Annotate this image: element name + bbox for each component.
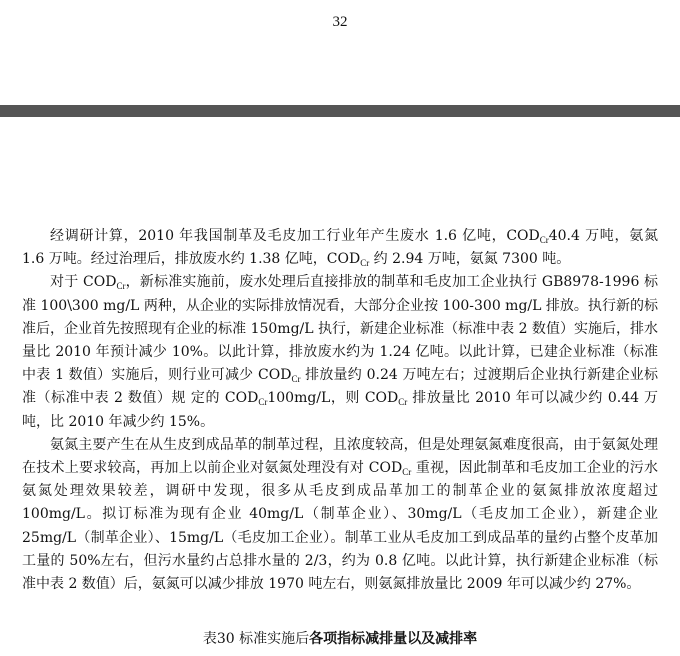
table-caption [0, 629, 680, 649]
subscript-cr: Cr [398, 397, 408, 408]
subscript-cr: Cr [360, 258, 370, 269]
paragraph-text: ，新标准实施前，废水处理后直接排放的制革和毛皮加工企业执行 GB8978-1996 标准 100\300 mg/L 两种，从企业的实际排放情况看，大部分企业按 100-300 mg/L 排放。执行新的标准后，企业首先按照现有企业的标准 150mg/L 执行，新建企业标准（标准中表 2 数值）实施后，排水量比 2010 年预计减少 10%。以此计算，排放废水约为 1.24 亿吨。以此计算，已建企业标准（标准中表 1 数值）实施后，则行业可减少 COD [22, 274, 658, 384]
subscript-cr: Cr [291, 374, 301, 385]
paragraph-text: 氨氮主要产生在从生皮到成品革的制革过程，且浓度较高，但是处理氨氮难度很高，由于氨氮处理在技术上要求较高，再加上以前企业对氨氮处理没有对 COD [22, 436, 658, 477]
paragraph-text: 40.4 万吨，氨氮 1.6 万吨。经过治理后，排放废水约 1.38 亿吨，COD [22, 228, 658, 268]
header-rule [0, 105, 680, 117]
caption-bold-title: 各项指标减排量以及减排率 [309, 631, 478, 647]
page-number: 32 [332, 14, 348, 30]
subscript-cr: Cr [258, 397, 268, 408]
paragraph-text: 经调研计算，2010 年我国制革及毛皮加工行业年产生废水 1.6 亿吨，COD [50, 228, 540, 244]
paragraph-text: 排放量比 2010 年可以减少约 0.44 万吨，比 2010 年减少约 15%。 [22, 390, 658, 430]
paragraph-text: 对于 COD [50, 274, 117, 291]
paragraph-text: 约 2.94 万吨，氨氮 7300 吨。 [369, 251, 571, 268]
paragraph-text: 重视，因此制革和毛皮加工企业的污水氨氮处理效果较差，调研中发现，很多从毛皮到成品革加工的制革企业的氨氮排放浓度超过 100mg/L。拟订标准为现有企业 40mg/L（制革企业）、30mg/L（毛皮加工企业），新建企业 25mg/L（制革企业）、15mg/L（毛皮加工企业）。制革工业从毛皮加工到成品革的量约占整个皮革加工量的 50%左右，但污水量约占总排水量的 2/3，约为 0.8 亿吨。以此计算，执行新建企业标准（标准中表 2 数值）后，氨氮可以减少排放 1970 吨左右，则氨氮排放量比 2009 年可以减少约 27%。 [22, 460, 658, 593]
subscript-cr: Cr [116, 281, 126, 292]
subscript-cr: Cr [539, 235, 549, 245]
paragraph-ammonia-reduction [22, 434, 658, 596]
paragraph-wastewater-summary [22, 225, 658, 271]
paragraph-text: 100mg/L，则 COD [267, 390, 399, 407]
subscript-cr: Cr [402, 467, 412, 478]
caption-prefix: 表30 标准实施后 [202, 631, 310, 647]
document-body [22, 225, 658, 596]
paragraph-text: 排放量约 0.24 万吨左右；过渡期后企业执行新建企业标准（标准中表 2 数值）规 定的 COD [22, 367, 659, 407]
paragraph-cod-reduction [22, 271, 658, 433]
